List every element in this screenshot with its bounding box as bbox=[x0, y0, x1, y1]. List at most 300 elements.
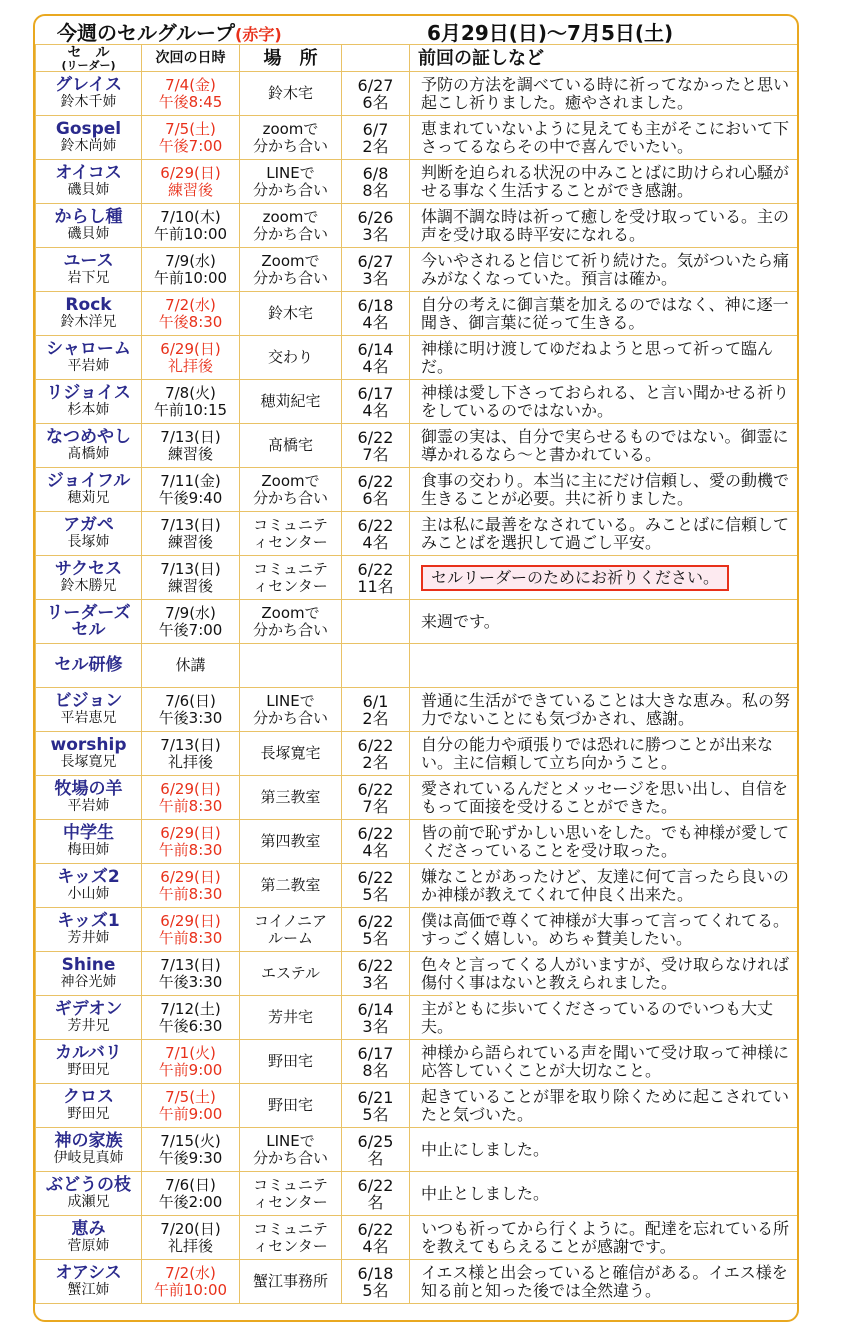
place-line1: 長塚寛宅 bbox=[260, 744, 321, 762]
place-cell bbox=[240, 1084, 342, 1128]
cell-group bbox=[36, 204, 142, 248]
last-date: 6/17 bbox=[357, 383, 394, 403]
cell-name: サクセス bbox=[54, 558, 123, 579]
cell-name: グレイス bbox=[55, 74, 122, 95]
place-line1: 交わり bbox=[267, 348, 313, 366]
testimony-cell bbox=[410, 160, 800, 204]
place-cell bbox=[240, 644, 342, 688]
testimony-text: いつも祈ってから行くように。配達を忘れている所を教えてもらえることが感謝です。 bbox=[421, 1218, 790, 1256]
next-date-cell bbox=[142, 776, 240, 820]
attendee-count: 4名 bbox=[362, 312, 389, 332]
next-date: 7/5(土) bbox=[165, 119, 216, 138]
place-line1: 芳井宅 bbox=[267, 1008, 313, 1026]
next-date-cell bbox=[142, 688, 240, 732]
last-date: 6/27 bbox=[357, 75, 394, 95]
cell-name: オアシス bbox=[55, 1262, 122, 1283]
attendance-cell bbox=[342, 952, 410, 996]
table-header-row bbox=[36, 45, 800, 72]
last-date: 6/27 bbox=[357, 251, 394, 271]
attendance-cell bbox=[342, 292, 410, 336]
place-cell bbox=[240, 116, 342, 160]
place-line1: 第四教室 bbox=[260, 832, 321, 850]
table-row bbox=[36, 776, 800, 820]
cell-leader: 野田兄 bbox=[67, 1105, 110, 1122]
place-line1: zoomで bbox=[262, 207, 319, 226]
last-date: 6/1 bbox=[362, 691, 389, 711]
next-date-cell bbox=[142, 732, 240, 776]
next-date-cell bbox=[142, 1040, 240, 1084]
attendee-count: 2名 bbox=[362, 136, 389, 156]
cell-leader: 磯貝姉 bbox=[67, 225, 110, 242]
last-date: 6/22 bbox=[357, 1219, 394, 1239]
attendee-count: 8名 bbox=[362, 1060, 389, 1080]
testimony-text: 今いやされると信じて祈り続けた。気がついたら痛みがなくなっていた。預言は確か。 bbox=[421, 250, 790, 288]
attendee-count: 5名 bbox=[362, 1280, 389, 1300]
place-line2: 分かち合い bbox=[252, 224, 328, 243]
testimony-text: 食事の交わり。本当に主にだけ信頼し、愛の動機で生きることが必要。共に祈りました。 bbox=[421, 470, 790, 508]
attendance-cell bbox=[342, 424, 410, 468]
next-date: 7/11(金) bbox=[160, 471, 221, 490]
place-line1: Zoomで bbox=[261, 251, 320, 270]
next-date: 7/2(水) bbox=[165, 295, 216, 314]
cell-name: ぶどうの枝 bbox=[46, 1174, 131, 1195]
place-cell bbox=[240, 248, 342, 292]
next-date-cell bbox=[142, 600, 240, 644]
attendance-cell bbox=[342, 688, 410, 732]
place-line2: 分かち合い bbox=[252, 1148, 328, 1167]
next-date: 7/2(水) bbox=[165, 1263, 216, 1282]
place-cell bbox=[240, 820, 342, 864]
table-row bbox=[36, 864, 800, 908]
place-cell bbox=[240, 380, 342, 424]
cell-group bbox=[36, 1172, 142, 1216]
attendee-count: 11名 bbox=[357, 576, 394, 596]
next-time: 午前9:00 bbox=[158, 1060, 223, 1079]
place-line2: ルーム bbox=[267, 928, 313, 947]
cell-group bbox=[36, 644, 142, 688]
table-row bbox=[36, 1216, 800, 1260]
place-line1: 第三教室 bbox=[260, 788, 321, 806]
attendee-count: 3名 bbox=[362, 1016, 389, 1036]
next-date: 6/29(日) bbox=[160, 339, 221, 358]
testimony-text: 普通に生活ができていることは大きな恵み。私の努力でないことにも気づかされ、感謝。 bbox=[421, 690, 790, 728]
attendee-count: 8名 bbox=[362, 180, 389, 200]
next-date: 7/10(木) bbox=[160, 207, 221, 226]
last-date: 6/18 bbox=[357, 295, 394, 315]
cell-group bbox=[36, 468, 142, 512]
last-date: 6/22 bbox=[357, 823, 394, 843]
testimony-cell bbox=[410, 556, 800, 600]
testimony-cell bbox=[410, 996, 800, 1040]
testimony-cell bbox=[410, 952, 800, 996]
cell-leader: 長塚姉 bbox=[67, 533, 110, 550]
cell-name: Rock bbox=[65, 294, 112, 315]
next-time: 午後2:00 bbox=[158, 1192, 223, 1211]
testimony-cell bbox=[410, 1128, 800, 1172]
cell-leader: 平岩姉 bbox=[67, 357, 110, 374]
next-time: 午前8:30 bbox=[158, 840, 223, 859]
next-date: 7/6(日) bbox=[165, 1175, 216, 1194]
attendance-cell bbox=[342, 1260, 410, 1304]
place-cell bbox=[240, 1260, 342, 1304]
testimony-text: 御霊の実は、自分で実らせるものではない。御霊に導かれるなら〜と書かれている。 bbox=[421, 426, 789, 464]
attendee-count: 7名 bbox=[362, 796, 389, 816]
title-text: 今週のセルグループ bbox=[57, 21, 235, 45]
testimony-cell bbox=[410, 424, 800, 468]
table-row bbox=[36, 292, 800, 336]
table-row bbox=[36, 820, 800, 864]
cell-name: クロス bbox=[63, 1086, 114, 1107]
col-header-cell: セ ル (リーダー) bbox=[36, 45, 142, 72]
next-time: 午後6:30 bbox=[158, 1016, 223, 1035]
place-cell bbox=[240, 336, 342, 380]
attendee-count: 2名 bbox=[362, 708, 389, 728]
place-line2: ィセンター bbox=[253, 576, 328, 595]
place-cell bbox=[240, 1128, 342, 1172]
place-cell bbox=[240, 72, 342, 116]
attendance-cell bbox=[342, 336, 410, 380]
cell-group bbox=[36, 1216, 142, 1260]
next-time: 練習後 bbox=[167, 576, 213, 595]
next-time: 午後9:30 bbox=[158, 1148, 223, 1167]
next-date: 7/13(日) bbox=[160, 955, 221, 974]
next-date: 7/9(水) bbox=[165, 603, 216, 622]
next-time: 午前10:15 bbox=[153, 400, 228, 419]
attendance-cell bbox=[342, 908, 410, 952]
place-line1: コミュニテ bbox=[253, 559, 328, 578]
place-cell bbox=[240, 952, 342, 996]
next-time: 午前10:00 bbox=[153, 224, 228, 243]
cell-name: からし種 bbox=[54, 206, 123, 227]
cell-name: シャローム bbox=[46, 338, 131, 359]
next-time: 練習後 bbox=[167, 180, 213, 199]
testimony-cell bbox=[410, 336, 800, 380]
page-header bbox=[35, 16, 797, 44]
table-row bbox=[36, 732, 800, 776]
cell-group bbox=[36, 72, 142, 116]
testimony-text: 中止としました。 bbox=[421, 1183, 550, 1203]
cell-leader: 梅田姉 bbox=[67, 841, 110, 858]
week-range: 6月29日(日)〜7月5日(土) bbox=[427, 21, 674, 45]
next-time: 午後3:30 bbox=[158, 972, 223, 991]
place-cell bbox=[240, 688, 342, 732]
testimony-text: 主は私に最善をなされている。みことばに信頼してみことばを選択して過ごし平安。 bbox=[421, 514, 790, 552]
attendance-cell bbox=[342, 556, 410, 600]
cell-group bbox=[36, 688, 142, 732]
next-time: 午前9:00 bbox=[158, 1104, 223, 1123]
attendance-cell bbox=[342, 468, 410, 512]
cell-group bbox=[36, 424, 142, 468]
table-row bbox=[36, 1260, 800, 1304]
next-date: 7/8(火) bbox=[165, 383, 216, 402]
title-note: (赤字) bbox=[235, 25, 282, 44]
place-cell bbox=[240, 996, 342, 1040]
cell-group bbox=[36, 292, 142, 336]
table-row bbox=[36, 996, 800, 1040]
testimony-text: 起きていることが罪を取り除くために起こされていたと気づいた。 bbox=[421, 1086, 790, 1124]
place-line1: 野田宅 bbox=[267, 1096, 313, 1114]
cell-group bbox=[36, 556, 142, 600]
cell-name: オイコス bbox=[55, 162, 122, 183]
next-time: 練習後 bbox=[167, 532, 213, 551]
next-date: 7/5(土) bbox=[165, 1087, 216, 1106]
cell-name: ギデオン bbox=[54, 998, 123, 1019]
next-date: 6/29(日) bbox=[160, 163, 221, 182]
table-row bbox=[36, 248, 800, 292]
cell-group bbox=[36, 600, 142, 644]
cell-leader: 蟹江姉 bbox=[67, 1281, 110, 1298]
cell-leader: 野田兄 bbox=[67, 1061, 110, 1078]
next-date-cell bbox=[142, 72, 240, 116]
table-row bbox=[36, 468, 800, 512]
cell-leader: 平岩恵兄 bbox=[60, 709, 117, 726]
testimony-cell bbox=[410, 1216, 800, 1260]
cell-group bbox=[36, 1260, 142, 1304]
cell-group bbox=[36, 820, 142, 864]
cell-group bbox=[36, 336, 142, 380]
attendee-count: 5名 bbox=[362, 884, 389, 904]
cell-group bbox=[36, 908, 142, 952]
last-date: 6/22 bbox=[357, 911, 394, 931]
next-time: 午前8:30 bbox=[158, 884, 223, 903]
cell-leader: セル bbox=[71, 619, 106, 640]
next-date: 7/6(日) bbox=[165, 691, 216, 710]
next-date: 6/29(日) bbox=[160, 823, 221, 842]
attendee-count: 名 bbox=[367, 1192, 384, 1212]
next-time: 午前8:30 bbox=[158, 928, 223, 947]
next-time: 午前8:30 bbox=[158, 796, 223, 815]
col-header-place: 場 所 bbox=[240, 45, 342, 72]
attendance-cell bbox=[342, 1216, 410, 1260]
cell-leader: 神谷光姉 bbox=[60, 973, 117, 990]
cell-name: なつめやし bbox=[46, 426, 131, 447]
cell-name: 牧場の羊 bbox=[54, 778, 123, 799]
last-date: 6/17 bbox=[357, 1043, 394, 1063]
attendance-cell bbox=[342, 512, 410, 556]
testimony-text: 神様から語られている声を聞いて受け取って神様に応答していくことが大切なこと。 bbox=[421, 1042, 790, 1080]
attendance-cell bbox=[342, 732, 410, 776]
cell-leader: 芳井姉 bbox=[67, 929, 110, 946]
place-cell bbox=[240, 1172, 342, 1216]
place-cell bbox=[240, 292, 342, 336]
testimony-text: 予防の方法を調べている時に祈ってなかったと思い起こし祈りました。癒やされました。 bbox=[421, 74, 790, 112]
cell-group bbox=[36, 380, 142, 424]
schedule-frame bbox=[33, 14, 799, 1322]
attendee-count: 3名 bbox=[362, 268, 389, 288]
attendee-count: 7名 bbox=[362, 444, 389, 464]
place-line2: 分かち合い bbox=[252, 708, 328, 727]
next-date: 7/15(火) bbox=[160, 1131, 221, 1150]
testimony-text: 神様に明け渡してゆだねようと思って祈って臨んだ。 bbox=[421, 338, 774, 376]
attendance-cell bbox=[342, 204, 410, 248]
testimony-cell bbox=[410, 776, 800, 820]
cell-name: Gospel bbox=[55, 118, 122, 139]
cell-name: worship bbox=[50, 734, 127, 755]
next-time: 午後3:30 bbox=[158, 708, 223, 727]
col-header-next-date: 次回の日時 bbox=[142, 45, 240, 72]
attendance-cell bbox=[342, 1084, 410, 1128]
testimony-cell bbox=[410, 380, 800, 424]
last-date: 6/22 bbox=[357, 779, 394, 799]
testimony-text: 体調不調な時は祈って癒しを受け取っている。主の声を受け取る時平安になれる。 bbox=[421, 206, 790, 244]
place-line2: 分かち合い bbox=[252, 488, 328, 507]
next-time: 礼拝後 bbox=[167, 356, 213, 375]
cell-leader: 鈴木洋兄 bbox=[60, 313, 117, 330]
last-date: 6/22 bbox=[357, 867, 394, 887]
testimony-text: 愛されているんだとメッセージを思い出し、自信をもって面接を受けることができた。 bbox=[421, 778, 789, 816]
attendance-cell bbox=[342, 380, 410, 424]
place-line1: Zoomで bbox=[261, 603, 320, 622]
cell-group bbox=[36, 512, 142, 556]
next-date-cell bbox=[142, 864, 240, 908]
last-date: 6/22 bbox=[357, 427, 394, 447]
cell-name: 中学生 bbox=[63, 822, 114, 843]
table-row bbox=[36, 1084, 800, 1128]
cell-leader: 鈴木千姉 bbox=[60, 93, 117, 110]
next-date-cell bbox=[142, 424, 240, 468]
place-line2: ィセンター bbox=[253, 1236, 328, 1255]
next-time: 練習後 bbox=[167, 444, 213, 463]
cell-leader: 小山姉 bbox=[67, 885, 110, 902]
testimony-cell bbox=[410, 116, 800, 160]
next-date: 7/20(日) bbox=[160, 1219, 221, 1238]
place-line1: コミュニテ bbox=[253, 515, 328, 534]
next-date-cell bbox=[142, 248, 240, 292]
cell-group bbox=[36, 776, 142, 820]
last-date: 6/22 bbox=[357, 955, 394, 975]
table-row bbox=[36, 644, 800, 688]
place-line1: Zoomで bbox=[261, 471, 320, 490]
place-line1: コミュニテ bbox=[253, 1175, 328, 1194]
cell-name: ユース bbox=[63, 250, 114, 271]
cell-leader: 伊岐見真姉 bbox=[53, 1149, 124, 1166]
place-line1: 第二教室 bbox=[260, 876, 321, 894]
testimony-text: 色々と言ってくる人がいますが、受け取らなければ傷付く事はないと教えられました。 bbox=[421, 954, 790, 992]
cell-name: 神の家族 bbox=[54, 1130, 123, 1151]
cell-leader: 髙橋姉 bbox=[67, 445, 110, 462]
attendee-count: 4名 bbox=[362, 400, 389, 420]
place-cell bbox=[240, 864, 342, 908]
testimony-cell bbox=[410, 72, 800, 116]
table-row bbox=[36, 688, 800, 732]
attendee-count: 4名 bbox=[362, 1236, 389, 1256]
attendee-count: 2名 bbox=[362, 752, 389, 772]
testimony-text: 判断を迫られる状況の中みことばに助けられ心騒がせる事なく生活することができ感謝。 bbox=[421, 162, 790, 200]
next-date-cell bbox=[142, 556, 240, 600]
last-date: 6/18 bbox=[357, 1263, 394, 1283]
table-row bbox=[36, 952, 800, 996]
last-date: 6/8 bbox=[362, 163, 389, 183]
attendance-cell bbox=[342, 644, 410, 688]
cell-leader: 成瀬兄 bbox=[67, 1193, 110, 1210]
attendee-count: 3名 bbox=[362, 972, 389, 992]
place-line1: zoomで bbox=[262, 119, 319, 138]
next-date-cell bbox=[142, 1172, 240, 1216]
testimony-cell bbox=[410, 732, 800, 776]
place-line2: ィセンター bbox=[253, 1192, 328, 1211]
cell-leader: 長塚寛兄 bbox=[60, 753, 117, 770]
place-line1: LINEで bbox=[266, 691, 315, 710]
place-line2: 分かち合い bbox=[252, 180, 328, 199]
testimony-text: 皆の前で恥ずかしい思いをした。でも神様が愛してくださっていることを受け取った。 bbox=[421, 822, 790, 860]
place-line1: コイノニア bbox=[254, 911, 327, 930]
place-line2: 分かち合い bbox=[252, 136, 328, 155]
next-date-cell bbox=[142, 160, 240, 204]
place-cell bbox=[240, 600, 342, 644]
table-row bbox=[36, 512, 800, 556]
place-line1: 穂苅紀宅 bbox=[260, 392, 321, 410]
attendee-count: 4名 bbox=[362, 840, 389, 860]
next-date: 7/1(火) bbox=[165, 1043, 216, 1062]
testimony-text: 自分の考えに御言葉を加えるのではなく、神に逐一聞き、御言葉に従って生きる。 bbox=[421, 294, 789, 332]
attendee-count: 6名 bbox=[362, 92, 389, 112]
next-date: 7/12(土) bbox=[160, 999, 221, 1018]
cell-name: Shine bbox=[61, 954, 116, 975]
cell-group bbox=[36, 864, 142, 908]
place-line2: ィセンター bbox=[253, 532, 328, 551]
cell-leader: 磯貝姉 bbox=[67, 181, 110, 198]
next-date: 7/4(金) bbox=[165, 75, 216, 94]
cell-name: 恵み bbox=[71, 1218, 106, 1239]
next-date: 7/13(日) bbox=[160, 559, 221, 578]
attendance-cell bbox=[342, 1040, 410, 1084]
last-date: 6/22 bbox=[357, 559, 394, 579]
testimony-text: 来週です。 bbox=[421, 611, 500, 631]
last-date: 6/14 bbox=[357, 999, 394, 1019]
cell-group bbox=[36, 160, 142, 204]
table-row bbox=[36, 424, 800, 468]
place-cell bbox=[240, 160, 342, 204]
attendance-cell bbox=[342, 160, 410, 204]
next-date-cell bbox=[142, 204, 240, 248]
attendance-cell bbox=[342, 776, 410, 820]
last-date: 6/25 bbox=[357, 1131, 394, 1151]
col-header-attendance bbox=[342, 45, 410, 72]
attendee-count: 5名 bbox=[362, 1104, 389, 1124]
attendance-cell bbox=[342, 116, 410, 160]
next-date-cell bbox=[142, 292, 240, 336]
table-row bbox=[36, 1040, 800, 1084]
attendee-count: 3名 bbox=[362, 224, 389, 244]
place-cell bbox=[240, 908, 342, 952]
place-line1: 野田宅 bbox=[267, 1052, 313, 1070]
next-date: 休講 bbox=[175, 656, 206, 674]
place-line1: コミュニテ bbox=[253, 1219, 328, 1238]
next-date-cell bbox=[142, 336, 240, 380]
last-date: 6/21 bbox=[357, 1087, 394, 1107]
testimony-text: 神様は愛し下さっておられる、と言い聞かせる祈りをしているのではないか。 bbox=[421, 382, 790, 420]
last-date: 6/26 bbox=[357, 207, 394, 227]
testimony-cell bbox=[410, 688, 800, 732]
testimony-cell bbox=[410, 644, 800, 688]
place-cell bbox=[240, 776, 342, 820]
place-cell bbox=[240, 512, 342, 556]
testimony-text: 僕は高価で尊くて神様が大事って言ってくれてる。すっごく嬉しい。めちゃ賛美したい。 bbox=[421, 910, 790, 948]
cell-group bbox=[36, 996, 142, 1040]
cell-leader: 菅原姉 bbox=[67, 1237, 110, 1254]
attendance-cell bbox=[342, 248, 410, 292]
place-cell bbox=[240, 1040, 342, 1084]
attendee-count: 6名 bbox=[362, 488, 389, 508]
next-date: 7/13(日) bbox=[160, 735, 221, 754]
attendance-cell bbox=[342, 864, 410, 908]
next-time: 午後8:30 bbox=[158, 312, 223, 331]
next-time: 礼拝後 bbox=[167, 1236, 213, 1255]
cell-group bbox=[36, 248, 142, 292]
next-time: 午前10:00 bbox=[153, 1280, 228, 1299]
cell-name: ビジョン bbox=[54, 690, 123, 711]
next-date-cell bbox=[142, 1084, 240, 1128]
